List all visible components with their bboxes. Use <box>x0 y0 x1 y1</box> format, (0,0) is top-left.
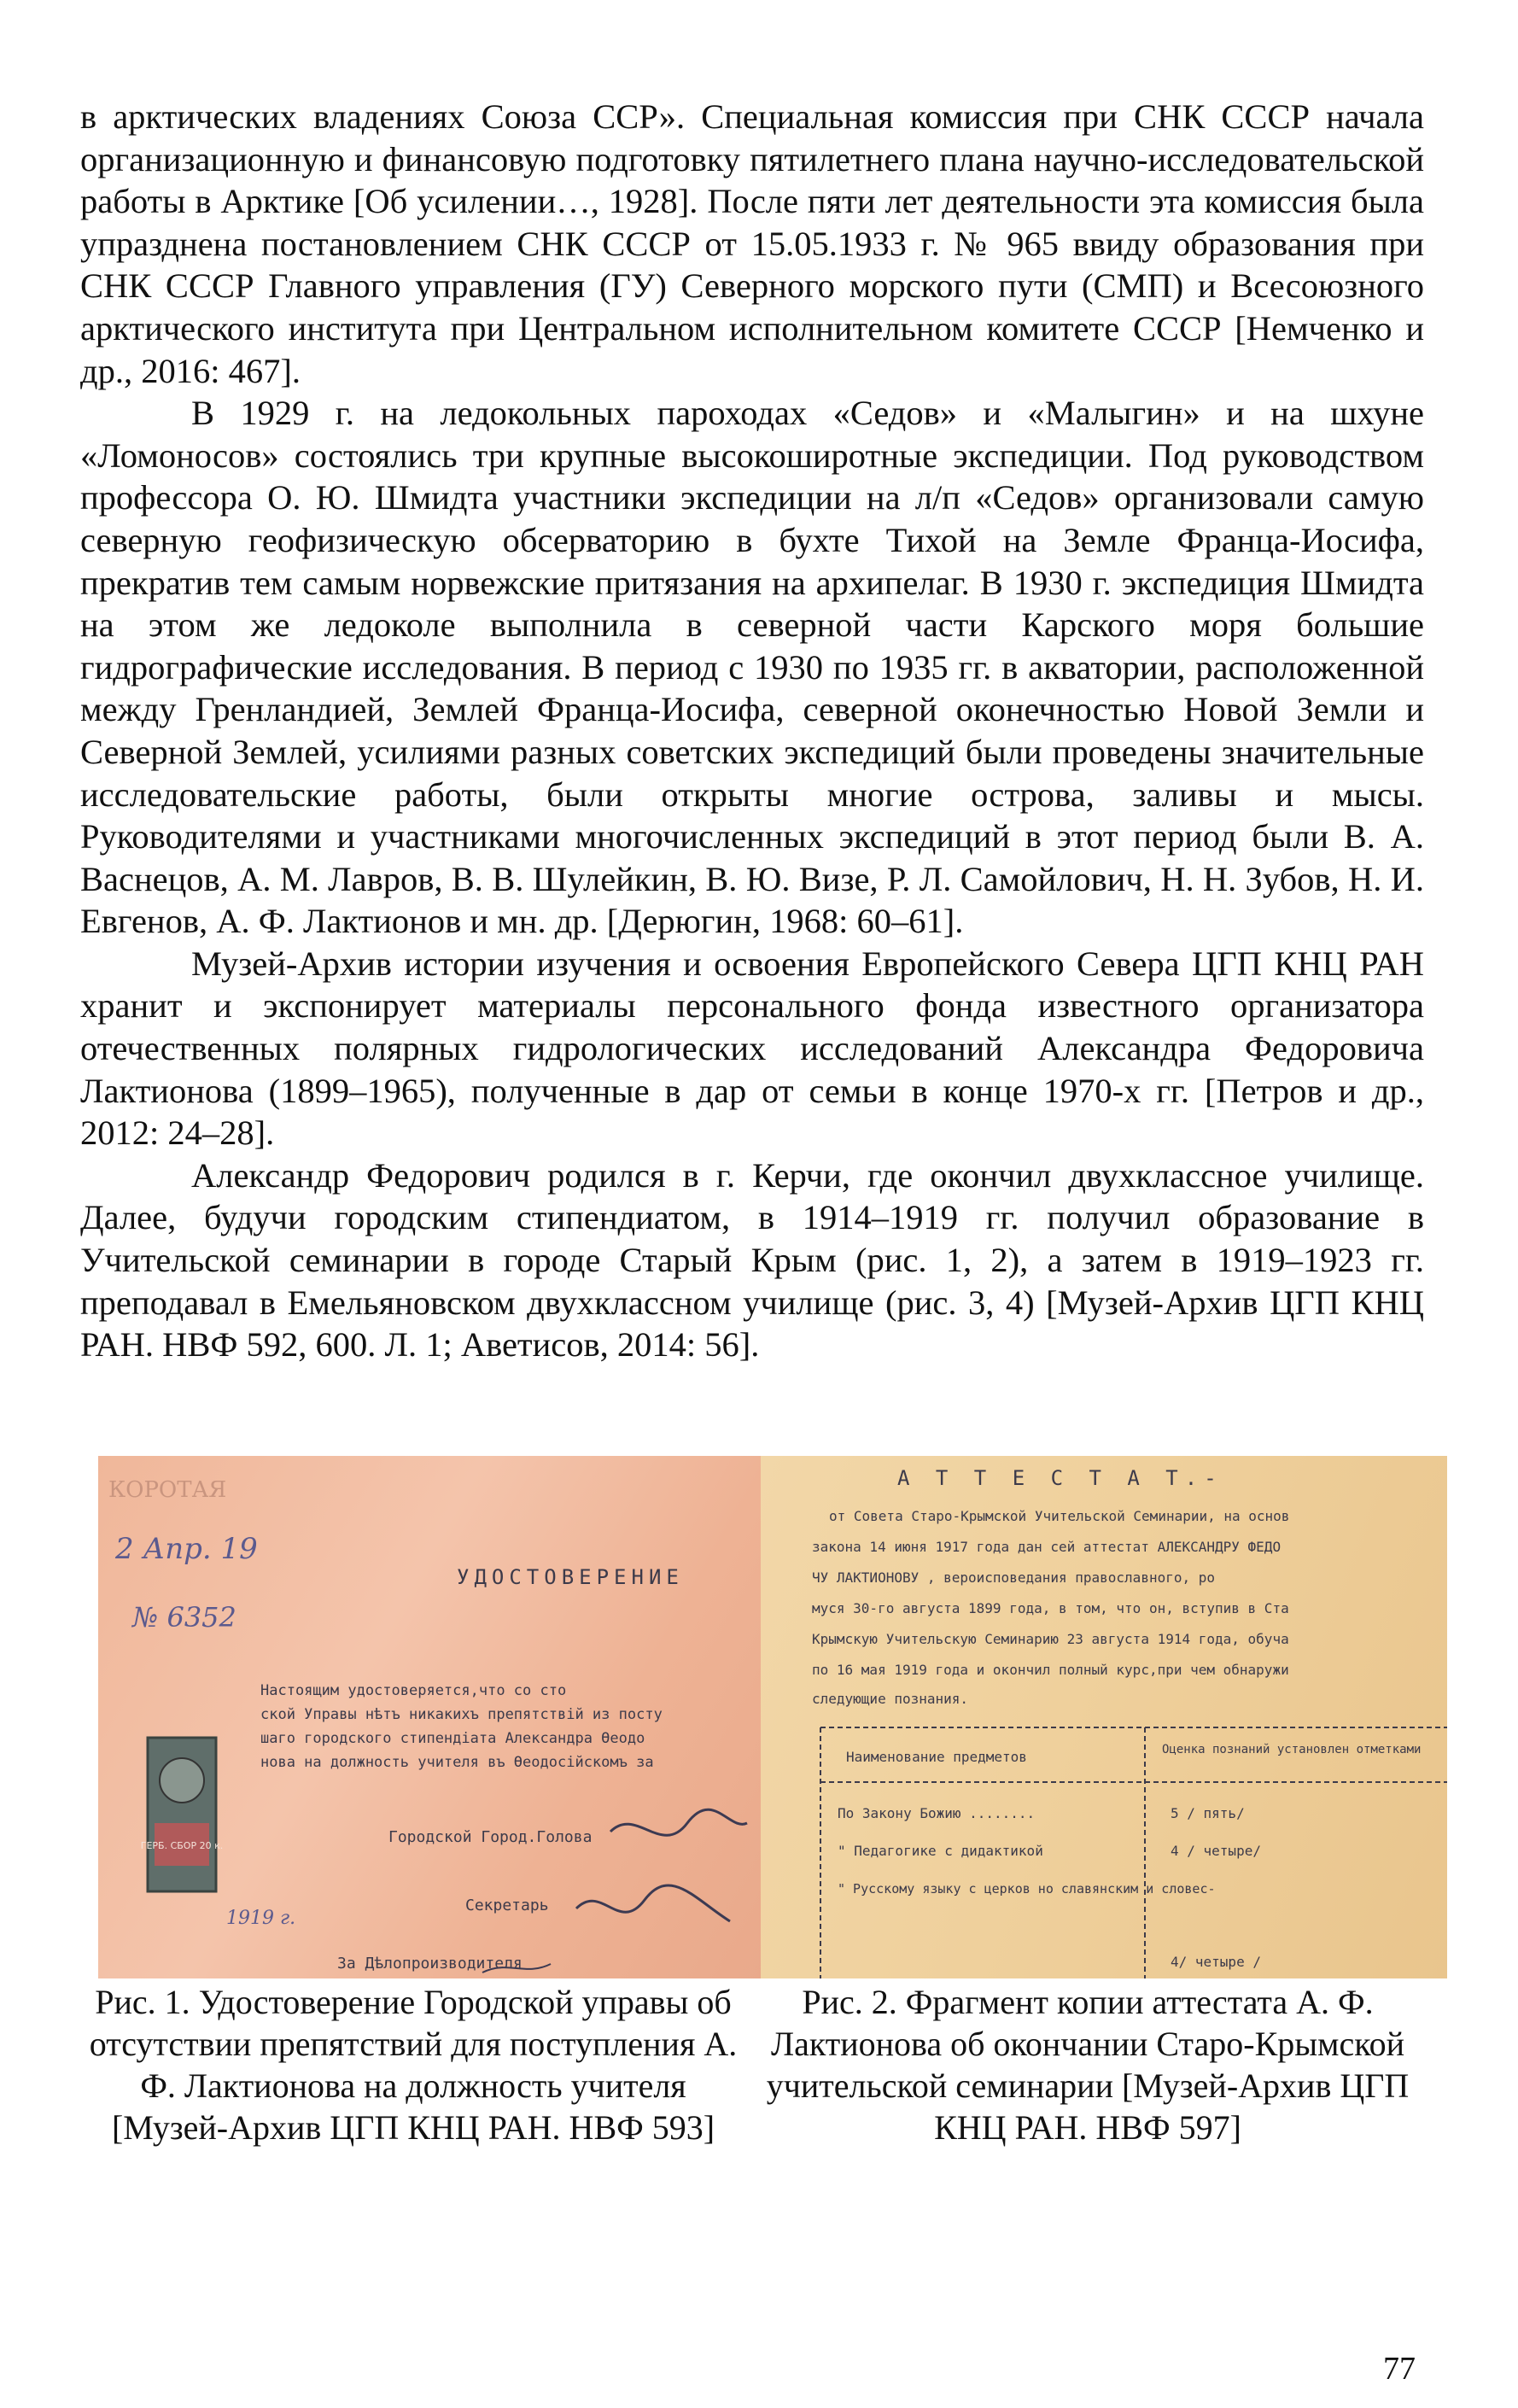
grade-row-2-subject: " Педагогике с дидактикой <box>838 1843 1043 1859</box>
figure-2-caption: Рис. 2. Фрагмент копии аттестата А. Ф. Лактионова об окончании Старо-Крымской учительской семинарии [Музей-Архив ЦГП КНЦ РАН. НВФ 597] <box>766 1983 1410 2147</box>
certificate-signer-2: Секретарь <box>465 1897 549 1914</box>
certificate-line-3: шаго городского стипендiата Александра Өеодо <box>260 1730 645 1747</box>
attestat-line-4: муся 30-го августа 1899 года, в том, что он, вступив в Ста <box>812 1600 1289 1616</box>
grades-col-grades: Оценка познаний установлен отметками <box>1162 1743 1422 1756</box>
attestat-line-3: ЧУ ЛАКТИОНОВУ , вероисповедания православного, ро <box>812 1569 1216 1586</box>
paragraph-2: В 1929 г. на ледокольных пароходах «Седов» и «Малыгин» и на шхуне «Ломоносов» состоялись три крупные высокоширотные экспедиции. Под руководством профессора О. Ю. Шмидта участники экспедиции на л/п «Седов» организовали самую северную геофизическую обсерваторию в бухте Тихой на Земле Франца-Иосифа, прекратив тем самым норвежские притязания на архипелаг. В 1930 г. экспедиция Шмидта на этом же ледоколе выполнила в северной части Карского моря большие гидрографические исследования. В период с 1930 по 1935 гг. в акватории, расположенной между Гренландией, Землей Франца-Иосифа, северной оконечностью Новой Земли и Северной Землей, усилиями разных советских экспедиций были проведены значительные исследовательские работы, были открыты многие острова, заливы и мысы. Руководителями и участниками многочисленных экспедиций в этот период были В. А. Васнецов, А. М. Лавров, В. В. Шулейкин, В. Ю. Визе, Р. Л. Самойлович, Н. Н. Зубов, Н. И. Евгенов, А. Ф. Лактионов и мн. др. [Дерюгин, 1968: 60–61]. <box>80 394 1424 941</box>
document-number: № 6352 <box>132 1601 236 1634</box>
attestat-line-5: Крымскую Учительскую Семинарию 23 августа 1914 года, обуча <box>812 1631 1289 1647</box>
grade-row-2-grade: 4 / четыре/ <box>1171 1843 1261 1859</box>
grades-col-subjects: Наименование предметов <box>846 1749 1027 1765</box>
page-text <box>80 96 1424 1366</box>
certificate-line-1: Настоящим удостоверяется,что со сто <box>260 1682 567 1699</box>
certificate-signer-1: Городской Город.Голова <box>388 1828 593 1846</box>
grade-row-3-grade: 4/ четыре / <box>1171 1954 1261 1970</box>
attestat-line-6: по 16 мая 1919 года и окончил полный курс,при чем обнаружи <box>812 1662 1289 1678</box>
handwritten-date: 2 Апр. 19 <box>115 1532 258 1566</box>
attestat-line-7: следующие познания. <box>812 1691 969 1707</box>
grade-row-3-subject: " Русскому языку с церков но славянским и словес- <box>838 1881 1216 1897</box>
handwritten-year: 1919 г. <box>226 1908 296 1929</box>
figure-2-photo <box>761 1456 1447 1978</box>
paragraph-3: Музей-Архив истории изучения и освоения Европейского Севера ЦГП КНЦ РАН хранит и экспонирует материалы персонального фонда известного организатора отечественных полярных гидрологических исследований Александра Федоровича Лактионова (1899–1965), полученные в дар от семьи в конце 1970-х гг. [Петров и др., 2012: 24–28]. <box>80 944 1424 1153</box>
attestat-image <box>761 1456 1447 1978</box>
certificate-line-4: нова на должность учителя въ Өеодосiйскомъ за <box>260 1754 654 1771</box>
attestat-line-1: от Совета Старо-Крымской Учительской Семинарии, на основ <box>829 1508 1290 1524</box>
certificate-image <box>98 1456 764 1978</box>
certificate-heading: УДОСТОВЕРЕНИЕ <box>457 1565 684 1589</box>
stamp-text: ГЕРБ. СБОР 20 к. <box>140 1840 224 1851</box>
revenue-stamp <box>141 1738 223 1891</box>
signature-1 <box>610 1809 747 1835</box>
corner-stamp: КОРОТАЯ <box>108 1477 227 1503</box>
grade-row-1-subject: По Закону Божию ........ <box>838 1805 1036 1821</box>
signature-2 <box>576 1885 730 1921</box>
certificate-line-2: ской Управы нѣтъ никакихъ препятствiй из посту <box>260 1706 663 1723</box>
figures-row <box>98 1456 1447 1985</box>
attestat-line-2: закона 14 июня 1917 года дан сей аттестат АЛЕКСАНДРУ ФЕДО <box>812 1539 1282 1555</box>
page-number: 77 <box>1383 2351 1416 2387</box>
figure-1-photo <box>98 1456 764 1978</box>
grade-row-1-grade: 5 / пять/ <box>1171 1805 1245 1821</box>
figure-1-caption: Рис. 1. Удостоверение Городской управы об отсутствии препятствий для поступления А. Ф. Лактионова на должность учителя [Музей-Архив ЦГП КНЦ РАН. НВФ 593] <box>89 1983 738 2147</box>
paragraph-1: в арктических владениях Союза ССР». Специальная комиссия при СНК СССР начала организационную и финансовую подготовку пятилетнего плана научно-исследовательской работы в Арктике [Об усилении…, 1928]. После пяти лет деятельности эта комиссия была упразднена постановлением СНК СССР от 15.05.1933 г. № 965 ввиду образования при СНК СССР Главного управления (ГУ) Северного морского пути (СМП) и Всесоюзного арктического института при Центральном исполнительном комитете СССР [Немченко и др., 2016: 467]. <box>80 97 1424 390</box>
paragraph-4: Александр Федорович родился в г. Керчи, где окончил двухклассное училище. Далее, будучи городским стипендиатом, в 1914–1919 гг. получил образование в Учительской семинарии в городе Старый Крым (рис. 1, 2), а затем в 1919–1923 гг. преподавал в Емельяновском двухклассном училище (рис. 3, 4) [Музей-Архив ЦГП КНЦ РАН. НВФ 592, 600. Л. 1; Аветисов, 2014: 56]. <box>80 1155 1424 1365</box>
certificate-signer-3: За Дѣлопроизводителя <box>337 1955 523 1973</box>
attestat-heading: А Т Т Е С Т А Т.- <box>897 1466 1223 1490</box>
